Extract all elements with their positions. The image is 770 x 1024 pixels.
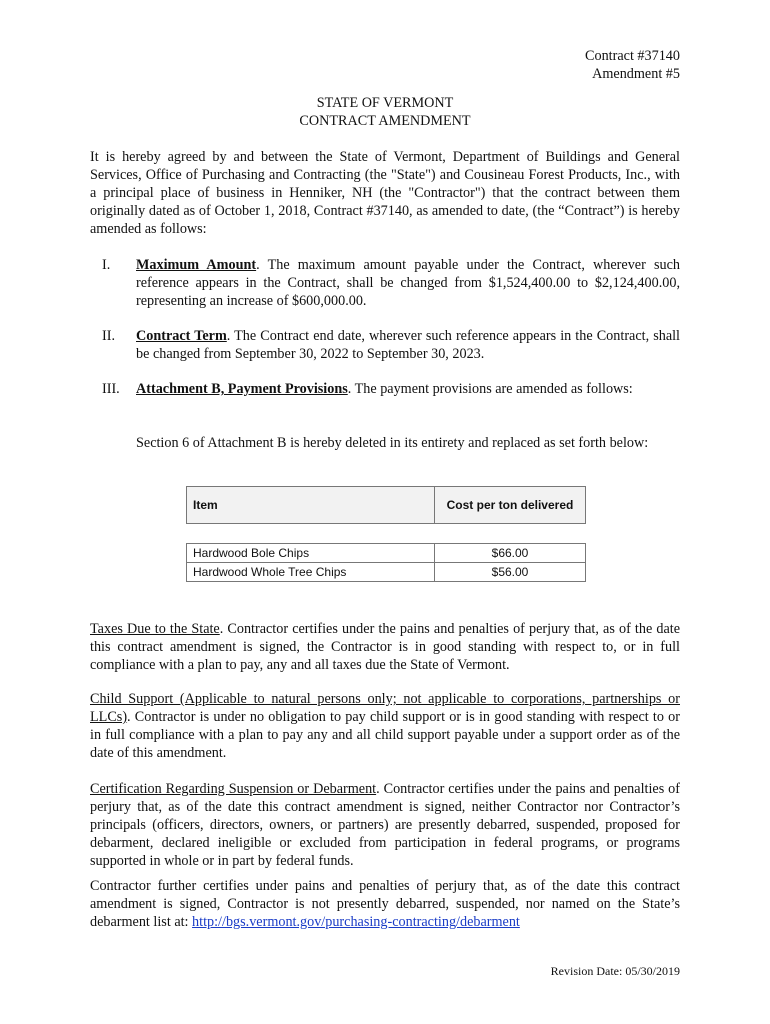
title-line-2: CONTRACT AMENDMENT (299, 113, 471, 129)
item-3-heading: Attachment B, Payment Provisions (136, 381, 348, 397)
further-certification-paragraph (90, 877, 680, 931)
contract-number: Contract #37140 (585, 48, 680, 64)
row-item: Hardwood Bole Chips (187, 544, 435, 563)
child-support-heading: Child Support (Applicable to natural persons only; not applicable to corporations, partnerships or LLCs) (90, 691, 680, 725)
row-cost: $56.00 (435, 563, 586, 582)
document-title (0, 94, 770, 130)
debarment-text: . Contractor certifies under the pains and penalties of perjury that, as of the date this contract amendment is signed, neither Contractor nor Contractor’s principals (officers, directors, owners, or partners) are presently debarred, suspended, proposed for debarment, declared ineligible or excluded from participation in federal programs, or programs supported in whole or in part by federal funds. (90, 781, 680, 869)
item-1-body (136, 256, 680, 310)
child-support-text: . Contractor is under no obligation to pay child support or is in good standing with respect to or in full compliance with a plan to pay any and all child support payable under a support order as of the date of this amendment. (90, 709, 680, 761)
item-1-heading: Maximum Amount (136, 257, 257, 273)
item-1-number: I. (102, 257, 111, 273)
debarment-paragraph (90, 780, 680, 870)
price-table (186, 543, 586, 582)
item-2-heading: Contract Term (136, 328, 227, 344)
table-row (187, 544, 586, 563)
item-2-body (136, 327, 680, 363)
item-2-number: II. (102, 328, 115, 344)
debarment-list-link[interactable]: http://bgs.vermont.gov/purchasing-contracting/debarment (192, 914, 520, 930)
row-item: Hardwood Whole Tree Chips (187, 563, 435, 582)
item-3-body (136, 380, 680, 398)
intro-paragraph: It is hereby agreed by and between the State of Vermont, Department of Buildings and General Services, Office of Purchasing and Contracting (the "State") and Cousineau Forest Products, Inc., with a principal place of business in Henniker, NH (the "Contractor") that the contract between them originally dated as of October 1, 2018, Contract #37140, as amended to date, (the “Contract”) is hereby amended as follows: (90, 149, 680, 237)
column-header-cost: Cost per ton delivered (435, 487, 586, 524)
row-cost: $66.00 (435, 544, 586, 563)
taxes-text: . Contractor certifies under the pains and penalties of perjury that, as of the date this contract amendment is signed, the Contractor is in good standing with respect to, or in full compliance with a plan to pay, any and all taxes due the State of Vermont. (90, 621, 680, 673)
contract-header (585, 47, 680, 83)
price-table-header (186, 486, 586, 524)
table-row (187, 563, 586, 582)
column-header-item: Item (187, 487, 435, 524)
taxes-paragraph (90, 620, 680, 674)
item-3-number: III. (102, 381, 120, 397)
title-line-1: STATE OF VERMONT (316, 95, 454, 111)
child-support-paragraph (90, 690, 680, 762)
taxes-heading: Taxes Due to the State (90, 621, 220, 637)
item-2-text: . The Contract end date, wherever such reference appears in the Contract, shall be changed from September 30, 2022 to September 30, 2023. (136, 328, 680, 362)
item-3-text: . The payment provisions are amended as follows: (347, 381, 633, 397)
amendment-number: Amendment #5 (592, 66, 680, 82)
revision-date: Revision Date: 05/30/2019 (550, 964, 680, 978)
further-text: Contractor further certifies under pains and penalties of perjury that, as of the date this contract amendment is signed, Contractor is not presently debarred, suspended, nor named on the State’s debarment list at: (90, 878, 680, 930)
item-1-text: . The maximum amount payable under the Contract, wherever such reference appears in the Contract, shall be changed from $1,524,400.00 to $2,124,400.00, representing an increase of $600,000.00. (136, 257, 680, 309)
debarment-heading: Certification Regarding Suspension or Debarment (90, 781, 377, 797)
section-6-paragraph: Section 6 of Attachment B is hereby deleted in its entirety and replaced as set forth below: (136, 435, 649, 451)
